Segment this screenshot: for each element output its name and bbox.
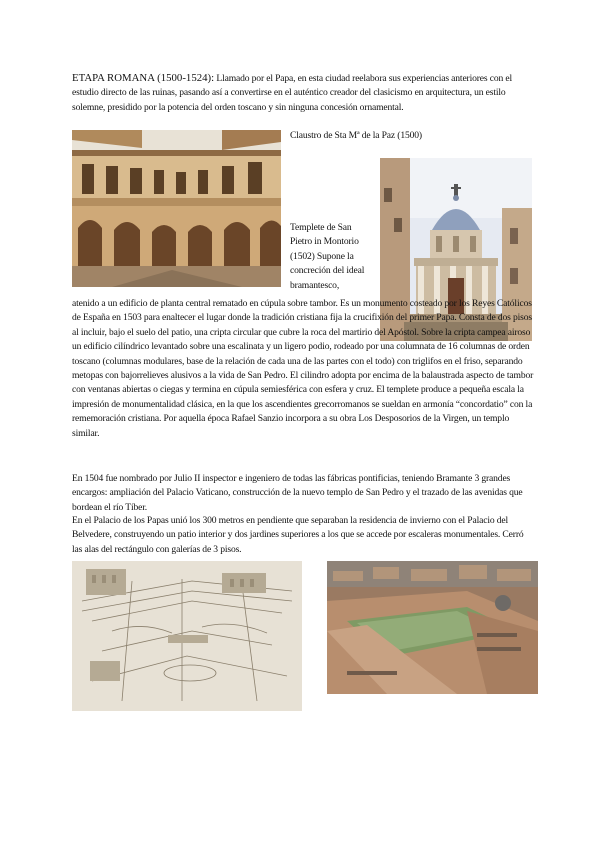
intro-paragraph bbox=[72, 71, 534, 115]
belvedere-drawing bbox=[72, 561, 302, 711]
belvedere-paragraph: En el Palacio de los Papas unió los 300 metros en pendiente que separaban la residencia de invierno con el Palacio del Belvedere, construyendo un patio interior y dos jardines superiores a los que se accede por escaleras monumentales. Cerró las alas del rectángulo con galerías de 3 pisos. bbox=[72, 515, 524, 555]
tempietto-paragraph: atenido a un edificio de planta central rematado en cúpula sobre tambor. Es un monumento costeado por los Reyes Católicos de España en 1503 para enaltecer el lugar donde la tradición cristiana fija la crucifixión del primer Papa. Consta de dos pisos al incluir, bajo el suelo del patio, una cripta circular que cubre la roca del martirio del Apóstol. Sobre la cripta campea airoso un edificio cilíndrico levantado sobre una escalinata y un ligero podio, rodeado por una columnata de 16 columnas de orden toscano (columnas modulares, base de la relación de cada una de las partes con el todo) con triglifos en el friso, separando metopas con bajorrelieves alusivos a la vida de San Pedro. El cilindro adopta por encima de la balaustrada aspecto de tambor con ventanas abiertas o ciegas y termina en cúpula semiesférica con esfera y cruz. El templete produce a pequeña escala la impresión de monumentalidad clásica, en la que los ascendientes grecorromanos se sueldan en armonía “concordatio” con la rememoración cristiana. Por aquella época Rafael Sanzio incorpora a su obra Los Desposorios de la Virgen, un templo similar. bbox=[72, 298, 534, 439]
section-heading: ETAPA ROMANA (1500-1524): bbox=[72, 72, 215, 84]
cloister-caption: Claustro de Sta Mª de la Paz (1500) bbox=[290, 130, 422, 141]
vatican-commissions-paragraph: En 1504 fue nombrado por Julio II inspector e ingeniero de todas las fábricas pontificias, teniendo Bramante 3 grandes encargos: ampliación del Palacio Vaticano, construcción de la nuevo templo de San Pedro y el trazado de las avenidas que bordean el río Tíber. bbox=[72, 473, 523, 513]
vatican-aerial-photo bbox=[327, 561, 538, 694]
tempietto-caption: Templete de San Pietro in Montorio (1502) Supone la concreción del ideal bramantesco, bbox=[290, 222, 365, 291]
cloister-photo bbox=[72, 130, 281, 287]
intro-text: Llamado por el Papa, en esta ciudad reelabora sus experiencias anteriores con el estudio directo de las ruinas, pasando así a convertirse en el auténtico creador del clasicismo en arquitectura, un estilo solemne, presidido por la potencia del orden toscano y sin ninguna concesión ornamental. bbox=[72, 73, 513, 113]
